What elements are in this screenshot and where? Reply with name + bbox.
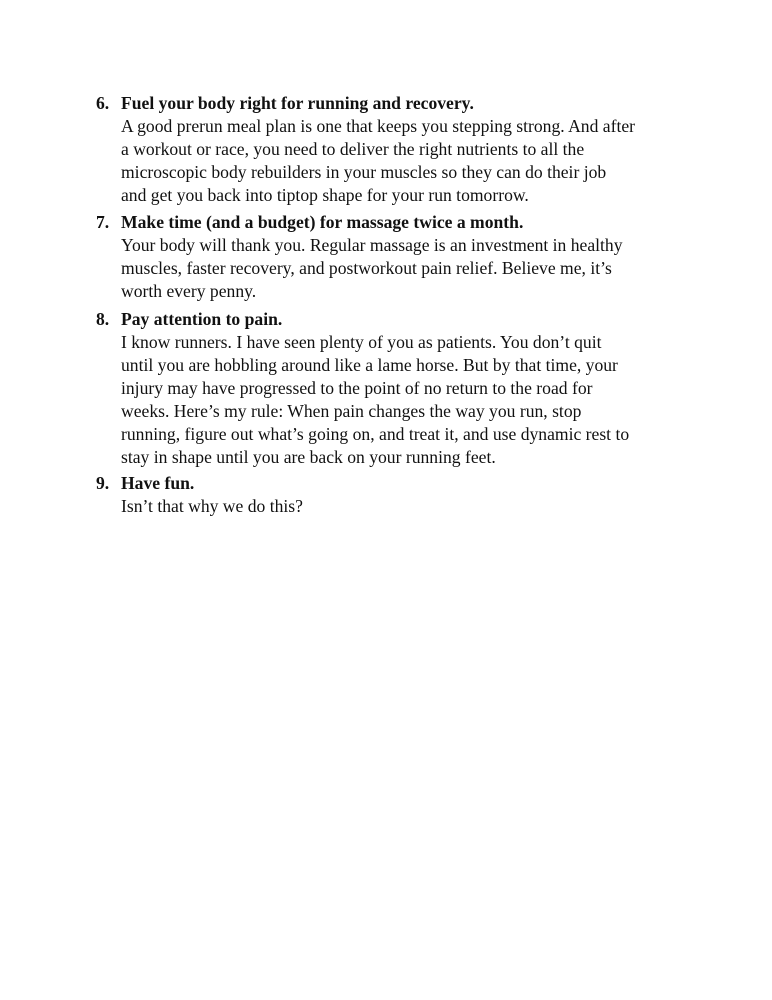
item-heading	[96, 308, 696, 331]
body-line: worth every penny.	[121, 281, 257, 301]
body-line: microscopic body rebuilders in your muscles so they can do their job	[121, 162, 607, 182]
item-number: 9.	[96, 473, 110, 493]
item-body	[121, 495, 696, 518]
item-title: Pay attention to pain.	[121, 309, 283, 329]
list-item-fun	[96, 472, 696, 518]
item-heading	[96, 472, 696, 495]
body-line: until you are hobbling around like a lame horse. But by that time, your	[121, 355, 618, 375]
item-heading	[96, 92, 696, 115]
body-line: running, figure out what’s going on, and treat it, and use dynamic rest to	[121, 424, 630, 444]
item-title: Fuel your body right for running and recovery.	[121, 93, 474, 113]
list-item-pain	[96, 308, 696, 469]
item-number: 8.	[96, 309, 110, 329]
body-line: A good prerun meal plan is one that keeps you stepping strong. And after	[121, 116, 636, 136]
body-line: a workout or race, you need to deliver the right nutrients to all the	[121, 139, 585, 159]
body-line: Isn’t that why we do this?	[121, 496, 303, 516]
list-item-massage	[96, 211, 696, 303]
body-line: and get you back into tiptop shape for your run tomorrow.	[121, 185, 529, 205]
body-line: weeks. Here’s my rule: When pain changes the way you run, stop	[121, 401, 582, 421]
item-title: Make time (and a budget) for massage twice a month.	[121, 212, 524, 232]
item-title: Have fun.	[121, 473, 195, 493]
body-line: Your body will thank you. Regular massage is an investment in healthy	[121, 235, 623, 255]
body-line: I know runners. I have seen plenty of you as patients. You don’t quit	[121, 332, 602, 352]
item-number: 6.	[96, 93, 110, 113]
item-number: 7.	[96, 212, 110, 232]
item-body	[121, 115, 696, 207]
item-body	[121, 234, 696, 303]
list-item-fuel	[96, 92, 696, 207]
body-line: stay in shape until you are back on your running feet.	[121, 447, 496, 467]
item-body	[121, 331, 696, 469]
body-line: injury may have progressed to the point of no return to the road for	[121, 378, 593, 398]
item-heading	[96, 211, 696, 234]
body-line: muscles, faster recovery, and postworkout pain relief. Believe me, it’s	[121, 258, 612, 278]
